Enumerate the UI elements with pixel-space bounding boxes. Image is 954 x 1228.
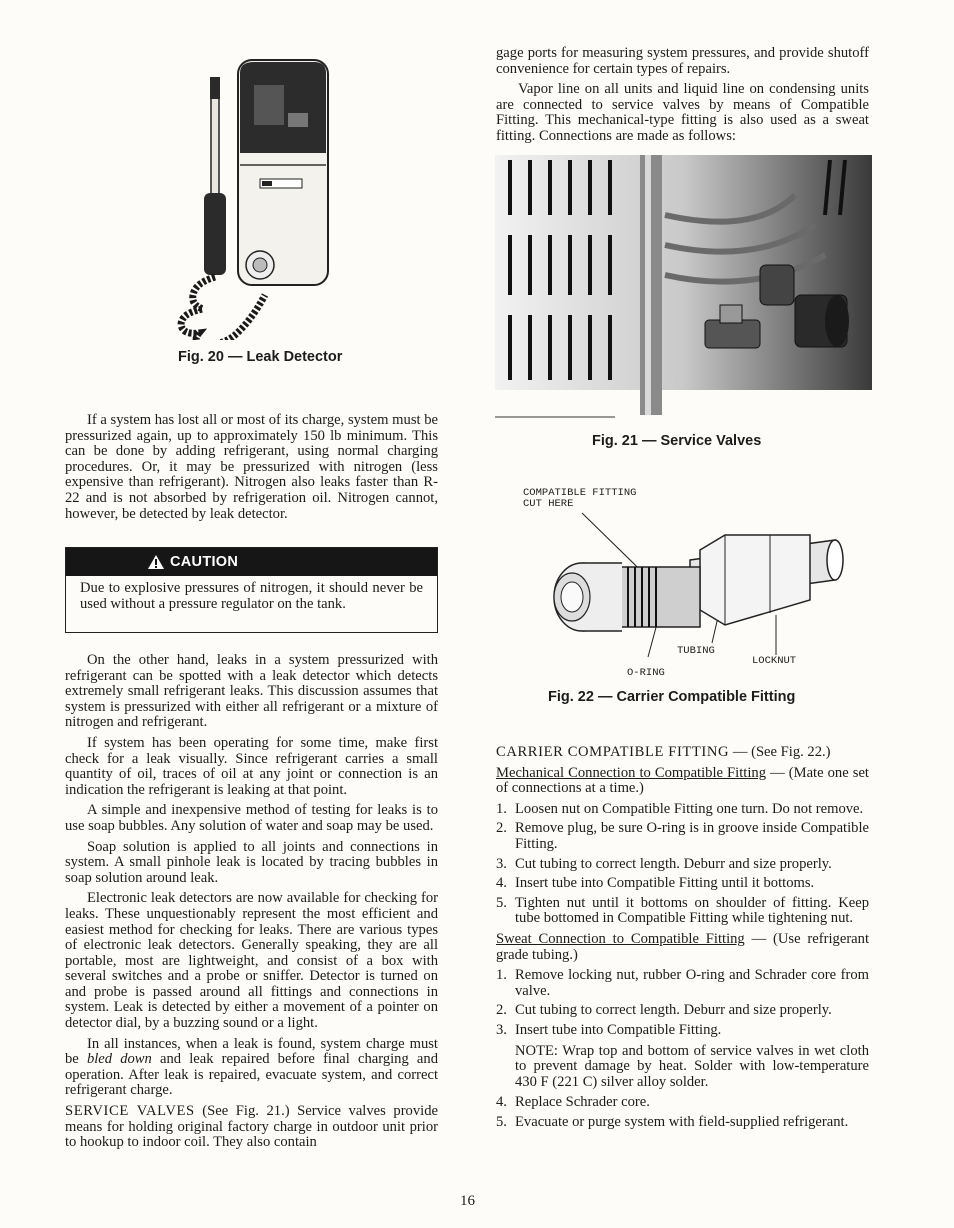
list-item: 4. Insert tube into Compatible Fitting until it bottoms.	[496, 875, 815, 892]
subsection-heading: Mechanical Connection to Compatible Fitting	[496, 764, 766, 781]
list-item: 2. Cut tubing to correct length. Deburr and size properly.	[496, 1002, 832, 1019]
right-column-intro	[496, 46, 869, 150]
note-paragraph: NOTE: Wrap top and bottom of service valves in wet cloth to prevent damage by heat. Solder with low-temperature 430 F (221 C) silver alloy solder.	[515, 1042, 869, 1090]
sweat-steps-list	[496, 968, 869, 1038]
list-item: 3. Insert tube into Compatible Fitting.	[496, 1021, 722, 1038]
compatible-fitting-illustration	[540, 505, 850, 660]
caution-box	[65, 547, 438, 633]
paragraph: In all instances, when a leak is found, system charge must be bled down and leak repaired before final charging and operation. After leak is repaired, evacuate system, and correct refrigerant charge.	[65, 1035, 438, 1099]
caution-text: Due to explosive pressures of nitrogen, it should never be used without a pressure regulator on the tank.	[80, 580, 423, 612]
fig20-caption: Fig. 20 — Leak Detector	[178, 349, 343, 365]
list-item: 4. Replace Schrader core.	[496, 1094, 650, 1111]
paragraph: If system has been operating for some time, make first check for a leak visually. Since refrigerant carries a small quantity of oil, traces of oil at any joint or connection is an indication the refrigerant is leaking at that point.	[65, 734, 438, 798]
subsection-heading: Sweat Connection to Compatible Fitting	[496, 930, 745, 947]
paragraph: Sweat Connection to Compatible Fitting — (Use refrigerant grade tubing.)	[496, 930, 870, 963]
fig22-label-compatible-fitting: COMPATIBLE FITTING	[523, 487, 637, 499]
fig22-label-oring: O-RING	[627, 667, 665, 679]
left-column-intro	[65, 413, 438, 527]
fig22-label-locknut: LOCKNUT	[752, 655, 797, 667]
paragraph: SERVICE VALVES (See Fig. 21.) Service valves provide means for holding original factory charge in outdoor unit prior to hookup to indoor coil. They also contain	[65, 1103, 438, 1151]
list-item: 3. Cut tubing to correct length. Deburr and size properly.	[496, 855, 832, 872]
page-number: 16	[460, 1193, 475, 1209]
list-item: 2. Remove plug, be sure O-ring is in groove inside Compatible Fitting.	[496, 820, 869, 852]
leak-detector-illustration	[170, 55, 340, 340]
sweat-steps-list-continued	[496, 1095, 869, 1130]
emphasis-text: bled down	[86, 1051, 152, 1068]
service-valves-photo	[495, 155, 872, 430]
list-item: 5. Tighten nut until it bottoms on shoulder of fitting. Keep tube bottomed in Compatible Fitting while tightening nut.	[496, 894, 869, 927]
paragraph: If a system has lost all or most of its charge, system must be pressurized again, up to approximately 150 lb minimum. This can be done by adding refrigerant, using normal charging procedures. Or, it may be pressurized with nitrogen (less expensive than refrigerant). Nitrogen also leaks faster than R-22 and is not absorbed by refrigeration oil. Nitrogen cannot, however, be detected by leak detector.	[65, 412, 438, 522]
warning-triangle-icon	[148, 555, 164, 569]
caution-header	[66, 548, 437, 576]
right-column-body	[496, 745, 869, 1135]
list-item: 1. Remove locking nut, rubber O-ring and Schrader core from valve.	[496, 967, 869, 999]
paragraph: Electronic leak detectors are now available for checking for leaks. These unquestionably represent the most efficient and easiest method for checking for leaks. There are various types of electronic leak detectors. Generally speaking, they are all portable, most are lightweight, and consist of a box with several switches and a probe or sniffer. Detector is turned on and probe is passed around all fittings and connections in system. Leak is detected by either a movement of a pointer on detector dial, by a buzzing sound or a light.	[65, 890, 438, 1032]
fig22-label-tubing: TUBING	[677, 645, 715, 657]
section-heading: CARRIER COMPATIBLE FITTING	[496, 744, 730, 760]
left-column-body	[65, 653, 438, 1156]
paragraph: A simple and inexpensive method of testing for leaks is to use soap bubbles. Any solution of water and soap may be used.	[65, 802, 438, 834]
list-item: 1. Loosen nut on Compatible Fitting one turn. Do not remove.	[496, 800, 864, 817]
fig22-label-cut-here: CUT HERE	[523, 498, 574, 510]
paragraph: Vapor line on all units and liquid line on condensing units are connected to service valves by means of Compatible Fitting. This mechanical-type fitting is also used as a sweat fitting. Connections are made as follows:	[496, 81, 869, 144]
fig22-caption: Fig. 22 — Carrier Compatible Fitting	[548, 689, 796, 705]
mechanical-steps-list	[496, 802, 869, 927]
paragraph: Soap solution is applied to all joints and connections in system. A small pinhole leak is located by tracing bubbles in soap solution around leak.	[65, 838, 438, 886]
paragraph: CARRIER COMPATIBLE FITTING — (See Fig. 22.)	[496, 744, 831, 760]
paragraph: Mechanical Connection to Compatible Fitting — (Mate one set of connections at a time.)	[496, 764, 869, 797]
caution-title: CAUTION	[170, 554, 239, 570]
section-heading: SERVICE VALVES	[65, 1103, 195, 1120]
fig21-caption: Fig. 21 — Service Valves	[592, 433, 762, 449]
paragraph: On the other hand, leaks in a system pressurized with refrigerant can be spotted with a leak detector which detects extremely small refrigerant leaks. This discussion assumes that system is pressurized with either all refrigerant or a mixture of nitrogen and refrigerant.	[65, 652, 438, 731]
list-item: 5. Evacuate or purge system with field-supplied refrigerant.	[496, 1113, 849, 1130]
paragraph: gage ports for measuring system pressures, and provide shutoff convenience for certain types of repairs.	[496, 45, 869, 77]
